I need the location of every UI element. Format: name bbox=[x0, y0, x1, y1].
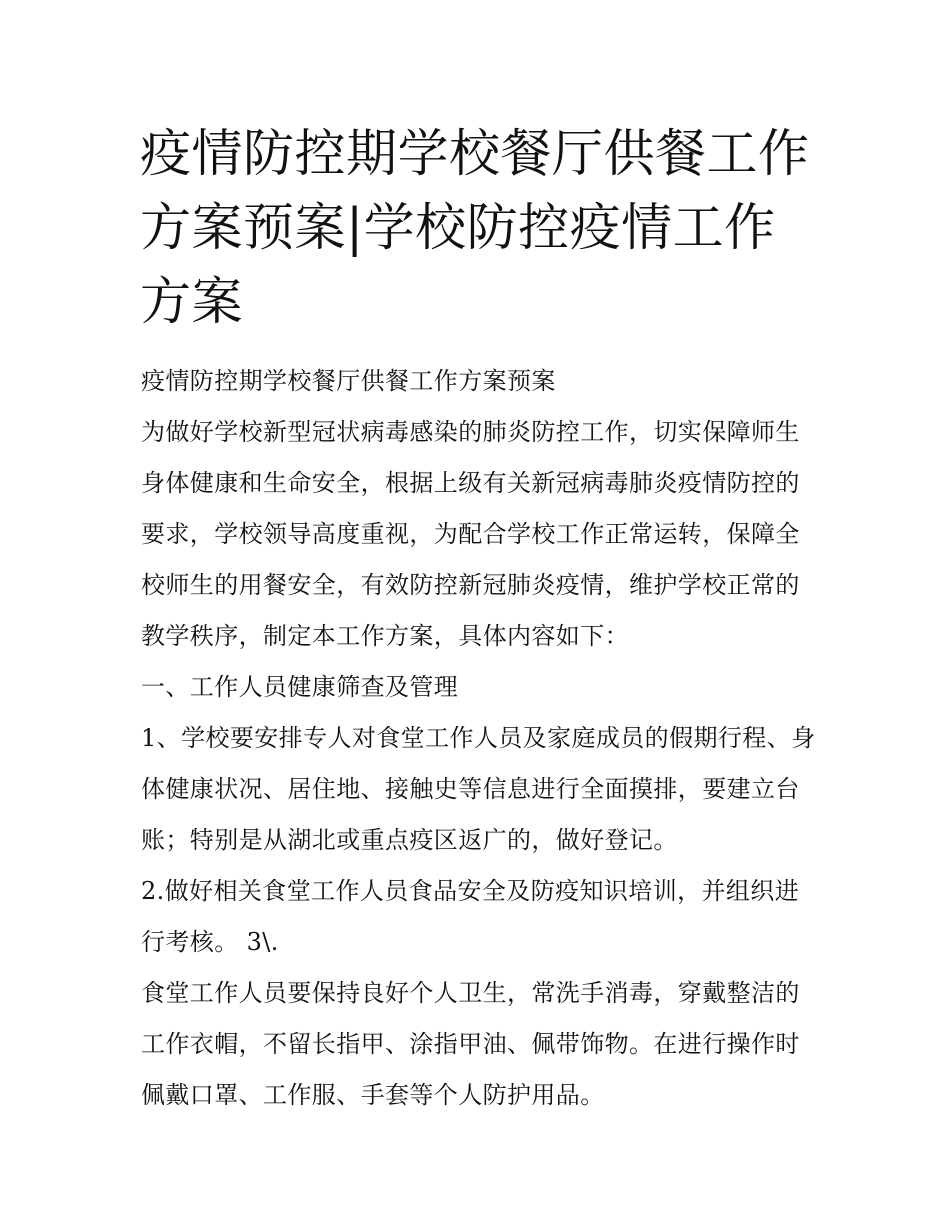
document-subtitle: 疫情防控期学校餐厅供餐工作方案预案 bbox=[141, 367, 556, 395]
paragraph-item-1: 1、学校要安排专人对食堂工作人员及家庭成员的假期行程、身体健康状况、居住地、接触史等信息进行全面摸排，要建立台账；特别是从湖北或重点疫区返广的，做好登记。 bbox=[141, 724, 816, 854]
paragraph-item-2: 2.做好相关食堂工作人员食品安全及防疫知识培训，并组织进行考核。 3\. bbox=[141, 877, 800, 956]
document-body bbox=[141, 356, 821, 1121]
section-heading: 一、工作人员健康筛查及管理 bbox=[141, 673, 459, 701]
document-title: 疫情防控期学校餐厅供餐工作方案预案|学校防控疫情工作方案 bbox=[140, 125, 810, 332]
paragraph-item-3: 食堂工作人员要保持良好个人卫生，常洗手消毒，穿戴整洁的工作衣帽，不留长指甲、涂指甲油、佩带饰物。在进行操作时佩戴口罩、工作服、手套等个人防护用品。 bbox=[141, 979, 800, 1109]
paragraph-intro: 为做好学校新型冠状病毒感染的肺炎防控工作，切实保障师生身体健康和生命安全，根据上级有关新冠病毒肺炎疫情防控的要求，学校领导高度重视，为配合学校工作正常运转，保障全校师生的用餐安全，有效防控新冠肺炎疫情，维护学校正常的教学秩序，制定本工作方案，具体内容如下： bbox=[141, 418, 800, 650]
